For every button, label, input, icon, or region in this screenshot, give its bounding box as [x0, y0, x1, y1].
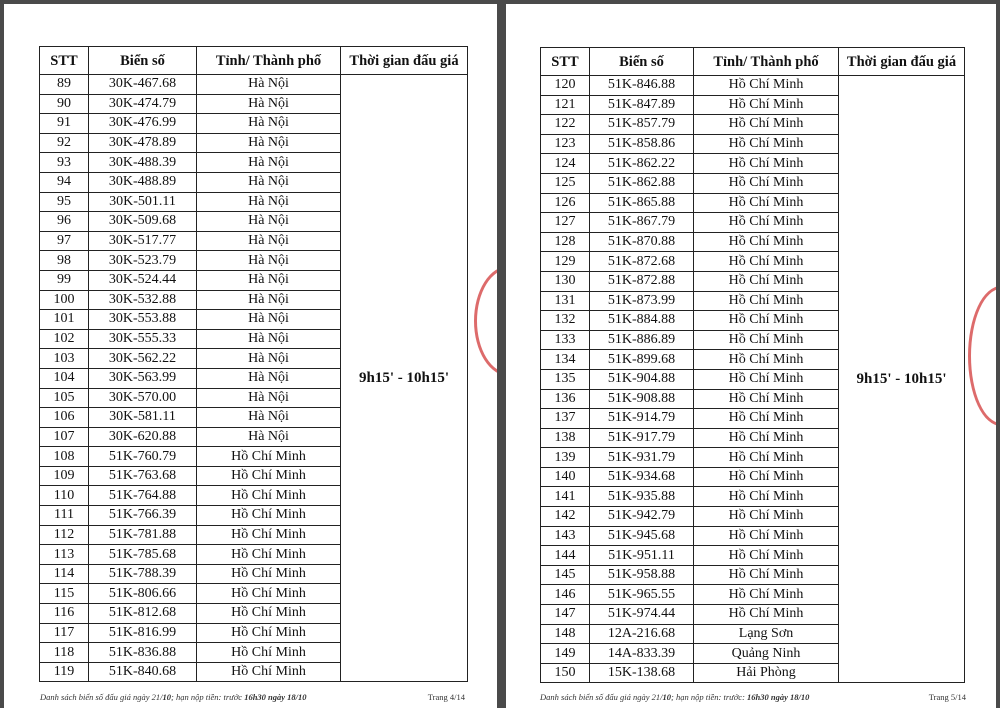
row-province: Hồ Chí Minh: [694, 487, 839, 507]
row-plate: 30K-467.68: [89, 75, 197, 95]
row-stt: 128: [541, 232, 590, 252]
row-plate: 51K-908.88: [590, 389, 694, 409]
row-stt: 147: [541, 605, 590, 625]
row-province: Hồ Chí Minh: [694, 369, 839, 389]
row-stt: 116: [40, 604, 89, 624]
row-province: Hồ Chí Minh: [694, 330, 839, 350]
row-stt: 102: [40, 329, 89, 349]
red-seal-stamp: [474, 266, 497, 376]
row-stt: 149: [541, 644, 590, 664]
row-stt: 135: [541, 369, 590, 389]
row-stt: 148: [541, 624, 590, 644]
row-province: Hồ Chí Minh: [694, 585, 839, 605]
row-stt: 97: [40, 231, 89, 251]
row-stt: 130: [541, 271, 590, 291]
table-row: [40, 75, 468, 95]
row-province: Hồ Chí Minh: [694, 467, 839, 487]
row-plate: 30K-532.88: [89, 290, 197, 310]
row-stt: 126: [541, 193, 590, 213]
row-province: Hồ Chí Minh: [694, 526, 839, 546]
row-province: Hồ Chí Minh: [694, 134, 839, 154]
row-plate: 51K-862.88: [590, 173, 694, 193]
row-plate: 51K-867.79: [590, 213, 694, 233]
row-stt: 111: [40, 506, 89, 526]
row-plate: 30K-488.39: [89, 153, 197, 173]
row-stt: 98: [40, 251, 89, 271]
row-stt: 118: [40, 643, 89, 663]
row-plate: 51K-760.79: [89, 447, 197, 467]
row-plate: 30K-476.99: [89, 114, 197, 134]
row-plate: 51K-942.79: [590, 507, 694, 527]
row-stt: 143: [541, 526, 590, 546]
row-stt: 124: [541, 154, 590, 174]
row-province: Hà Nội: [197, 231, 341, 251]
footer-mid: ; hạn nộp tiền: trước:: [671, 692, 748, 702]
row-stt: 92: [40, 133, 89, 153]
row-plate: 51K-812.68: [89, 604, 197, 624]
row-plate: 51K-958.88: [590, 565, 694, 585]
row-plate: 30K-570.00: [89, 388, 197, 408]
row-province: Hồ Chí Minh: [694, 193, 839, 213]
row-province: Hà Nội: [197, 368, 341, 388]
row-stt: 113: [40, 545, 89, 565]
row-province: Hà Nội: [197, 408, 341, 428]
row-plate: 51K-870.88: [590, 232, 694, 252]
row-province: Hà Nội: [197, 310, 341, 330]
row-plate: 51K-884.88: [590, 311, 694, 331]
row-stt: 112: [40, 525, 89, 545]
row-stt: 99: [40, 270, 89, 290]
header-plate: Biển số: [590, 48, 694, 76]
row-stt: 120: [541, 76, 590, 96]
footer-deadline: 16h30 ngày 18/10: [747, 692, 810, 702]
row-province: Hồ Chí Minh: [694, 507, 839, 527]
row-stt: 117: [40, 623, 89, 643]
footer-prefix: Danh sách biển số đấu giá ngày 21/: [540, 692, 663, 702]
row-stt: 134: [541, 350, 590, 370]
row-province: Hà Nội: [197, 270, 341, 290]
row-plate: 51K-857.79: [590, 115, 694, 135]
row-stt: 94: [40, 172, 89, 192]
table-body: [541, 76, 965, 683]
table-body: [40, 75, 468, 682]
row-stt: 115: [40, 584, 89, 604]
footer-month: 10: [162, 692, 172, 702]
row-province: Hồ Chí Minh: [694, 213, 839, 233]
row-plate: 51K-873.99: [590, 291, 694, 311]
row-plate: 30K-488.89: [89, 172, 197, 192]
row-stt: 127: [541, 213, 590, 233]
row-plate: 51K-816.99: [89, 623, 197, 643]
row-province: Hồ Chí Minh: [694, 95, 839, 115]
footer-deadline: 16h30 ngày 18/10: [244, 692, 307, 702]
row-province: Hồ Chí Minh: [694, 546, 839, 566]
row-province: Hà Nội: [197, 153, 341, 173]
row-province: Quảng Ninh: [694, 644, 839, 664]
row-plate: 51K-781.88: [89, 525, 197, 545]
row-plate: 51K-788.39: [89, 564, 197, 584]
row-plate: 30K-478.89: [89, 133, 197, 153]
row-stt: 103: [40, 349, 89, 369]
row-plate: 30K-553.88: [89, 310, 197, 330]
red-seal-stamp: [968, 286, 996, 426]
document-page-5: [506, 4, 996, 708]
plate-table-page-5: [540, 47, 965, 683]
auction-time-cell: 9h15' - 10h15': [341, 75, 468, 682]
row-stt: 137: [541, 409, 590, 429]
row-province: Hà Nội: [197, 212, 341, 232]
row-plate: 30K-517.77: [89, 231, 197, 251]
row-plate: 51K-858.86: [590, 134, 694, 154]
row-province: Hồ Chí Minh: [694, 389, 839, 409]
row-plate: 51K-806.66: [89, 584, 197, 604]
table-header-row: [541, 48, 965, 76]
row-province: Hải Phòng: [694, 663, 839, 683]
footer-mid: ; hạn nộp tiền: trước: [171, 692, 245, 702]
row-province: Hà Nội: [197, 114, 341, 134]
row-stt: 122: [541, 115, 590, 135]
footer-note: [40, 692, 307, 702]
row-plate: 30K-523.79: [89, 251, 197, 271]
row-stt: 89: [40, 75, 89, 95]
row-stt: 121: [541, 95, 590, 115]
row-province: Lạng Sơn: [694, 624, 839, 644]
row-plate: 15K-138.68: [590, 663, 694, 683]
row-stt: 142: [541, 507, 590, 527]
header-time: Thời gian đấu giá: [839, 48, 965, 76]
row-province: Hồ Chí Minh: [694, 428, 839, 448]
auction-time-cell: 9h15' - 10h15': [839, 76, 965, 683]
row-plate: 51K-945.68: [590, 526, 694, 546]
row-plate: 51K-886.89: [590, 330, 694, 350]
row-stt: 146: [541, 585, 590, 605]
plate-table-page-4: [39, 46, 468, 682]
table-header-row: [40, 47, 468, 75]
row-plate: 51K-974.44: [590, 605, 694, 625]
table-row: [541, 76, 965, 96]
row-province: Hồ Chí Minh: [197, 662, 341, 682]
row-stt: 133: [541, 330, 590, 350]
row-province: Hà Nội: [197, 251, 341, 271]
row-province: Hồ Chí Minh: [694, 271, 839, 291]
row-plate: 51K-899.68: [590, 350, 694, 370]
row-stt: 119: [40, 662, 89, 682]
row-plate: 51K-847.89: [590, 95, 694, 115]
row-province: Hồ Chí Minh: [197, 604, 341, 624]
row-province: Hà Nội: [197, 388, 341, 408]
row-plate: 30K-563.99: [89, 368, 197, 388]
row-plate: 30K-581.11: [89, 408, 197, 428]
row-plate: 51K-914.79: [590, 409, 694, 429]
row-province: Hồ Chí Minh: [694, 252, 839, 272]
row-province: Hồ Chí Minh: [694, 154, 839, 174]
row-plate: 51K-872.68: [590, 252, 694, 272]
header-province: Tỉnh/ Thành phố: [694, 48, 839, 76]
row-plate: 51K-934.68: [590, 467, 694, 487]
page-number: Trang 5/14: [928, 692, 966, 702]
row-plate: 51K-764.88: [89, 486, 197, 506]
header-plate: Biển số: [89, 47, 197, 75]
row-plate: 51K-935.88: [590, 487, 694, 507]
row-plate: 30K-509.68: [89, 212, 197, 232]
row-stt: 138: [541, 428, 590, 448]
row-plate: 51K-836.88: [89, 643, 197, 663]
row-province: Hà Nội: [197, 329, 341, 349]
row-plate: 51K-785.68: [89, 545, 197, 565]
row-plate: 12A-216.68: [590, 624, 694, 644]
row-province: Hồ Chí Minh: [694, 232, 839, 252]
row-stt: 107: [40, 427, 89, 447]
footer-prefix: Danh sách biển số đấu giá ngày 21/: [40, 692, 163, 702]
row-stt: 131: [541, 291, 590, 311]
row-stt: 109: [40, 466, 89, 486]
row-plate: 14A-833.39: [590, 644, 694, 664]
row-plate: 51K-766.39: [89, 506, 197, 526]
row-plate: 51K-865.88: [590, 193, 694, 213]
row-province: Hà Nội: [197, 349, 341, 369]
row-province: Hồ Chí Minh: [197, 506, 341, 526]
row-stt: 95: [40, 192, 89, 212]
row-stt: 125: [541, 173, 590, 193]
row-province: Hồ Chí Minh: [197, 486, 341, 506]
header-stt: STT: [40, 47, 89, 75]
row-stt: 90: [40, 94, 89, 114]
row-province: Hồ Chí Minh: [197, 525, 341, 545]
row-plate: 30K-501.11: [89, 192, 197, 212]
row-plate: 51K-951.11: [590, 546, 694, 566]
row-stt: 123: [541, 134, 590, 154]
row-stt: 132: [541, 311, 590, 331]
row-plate: 51K-862.22: [590, 154, 694, 174]
row-province: Hà Nội: [197, 290, 341, 310]
row-stt: 110: [40, 486, 89, 506]
row-province: Hồ Chí Minh: [197, 643, 341, 663]
row-stt: 114: [40, 564, 89, 584]
header-province: Tỉnh/ Thành phố: [197, 47, 341, 75]
page-number: Trang 4/14: [427, 692, 465, 702]
row-stt: 140: [541, 467, 590, 487]
row-province: Hồ Chí Minh: [694, 409, 839, 429]
row-stt: 93: [40, 153, 89, 173]
row-province: Hồ Chí Minh: [694, 76, 839, 96]
row-plate: 30K-555.33: [89, 329, 197, 349]
row-province: Hồ Chí Minh: [197, 564, 341, 584]
row-province: Hồ Chí Minh: [694, 291, 839, 311]
row-stt: 104: [40, 368, 89, 388]
row-stt: 108: [40, 447, 89, 467]
row-province: Hồ Chí Minh: [694, 565, 839, 585]
row-stt: 144: [541, 546, 590, 566]
row-plate: 30K-524.44: [89, 270, 197, 290]
row-province: Hồ Chí Minh: [197, 545, 341, 565]
row-province: Hà Nội: [197, 192, 341, 212]
row-province: Hồ Chí Minh: [694, 311, 839, 331]
row-plate: 51K-763.68: [89, 466, 197, 486]
row-province: Hà Nội: [197, 427, 341, 447]
row-province: Hồ Chí Minh: [197, 466, 341, 486]
document-page-4: [4, 4, 497, 708]
row-plate: 51K-904.88: [590, 369, 694, 389]
row-stt: 101: [40, 310, 89, 330]
row-plate: 51K-872.88: [590, 271, 694, 291]
row-province: Hồ Chí Minh: [694, 115, 839, 135]
row-stt: 106: [40, 408, 89, 428]
row-stt: 100: [40, 290, 89, 310]
row-stt: 129: [541, 252, 590, 272]
footer-note: [540, 692, 809, 702]
row-province: Hồ Chí Minh: [197, 447, 341, 467]
row-stt: 139: [541, 448, 590, 468]
row-plate: 30K-620.88: [89, 427, 197, 447]
row-plate: 30K-474.79: [89, 94, 197, 114]
row-plate: 51K-917.79: [590, 428, 694, 448]
row-stt: 136: [541, 389, 590, 409]
row-province: Hà Nội: [197, 133, 341, 153]
row-plate: 51K-965.55: [590, 585, 694, 605]
row-plate: 51K-931.79: [590, 448, 694, 468]
row-plate: 51K-846.88: [590, 76, 694, 96]
header-stt: STT: [541, 48, 590, 76]
row-province: Hồ Chí Minh: [694, 605, 839, 625]
row-province: Hồ Chí Minh: [694, 350, 839, 370]
header-time: Thời gian đấu giá: [341, 47, 468, 75]
row-province: Hà Nội: [197, 172, 341, 192]
row-stt: 96: [40, 212, 89, 232]
row-province: Hồ Chí Minh: [197, 623, 341, 643]
row-province: Hồ Chí Minh: [694, 448, 839, 468]
footer-month: 10: [662, 692, 672, 702]
row-province: Hà Nội: [197, 75, 341, 95]
row-province: Hồ Chí Minh: [694, 173, 839, 193]
row-province: Hồ Chí Minh: [197, 584, 341, 604]
row-plate: 30K-562.22: [89, 349, 197, 369]
row-stt: 145: [541, 565, 590, 585]
row-stt: 150: [541, 663, 590, 683]
row-plate: 51K-840.68: [89, 662, 197, 682]
row-province: Hà Nội: [197, 94, 341, 114]
row-stt: 91: [40, 114, 89, 134]
row-stt: 141: [541, 487, 590, 507]
row-stt: 105: [40, 388, 89, 408]
